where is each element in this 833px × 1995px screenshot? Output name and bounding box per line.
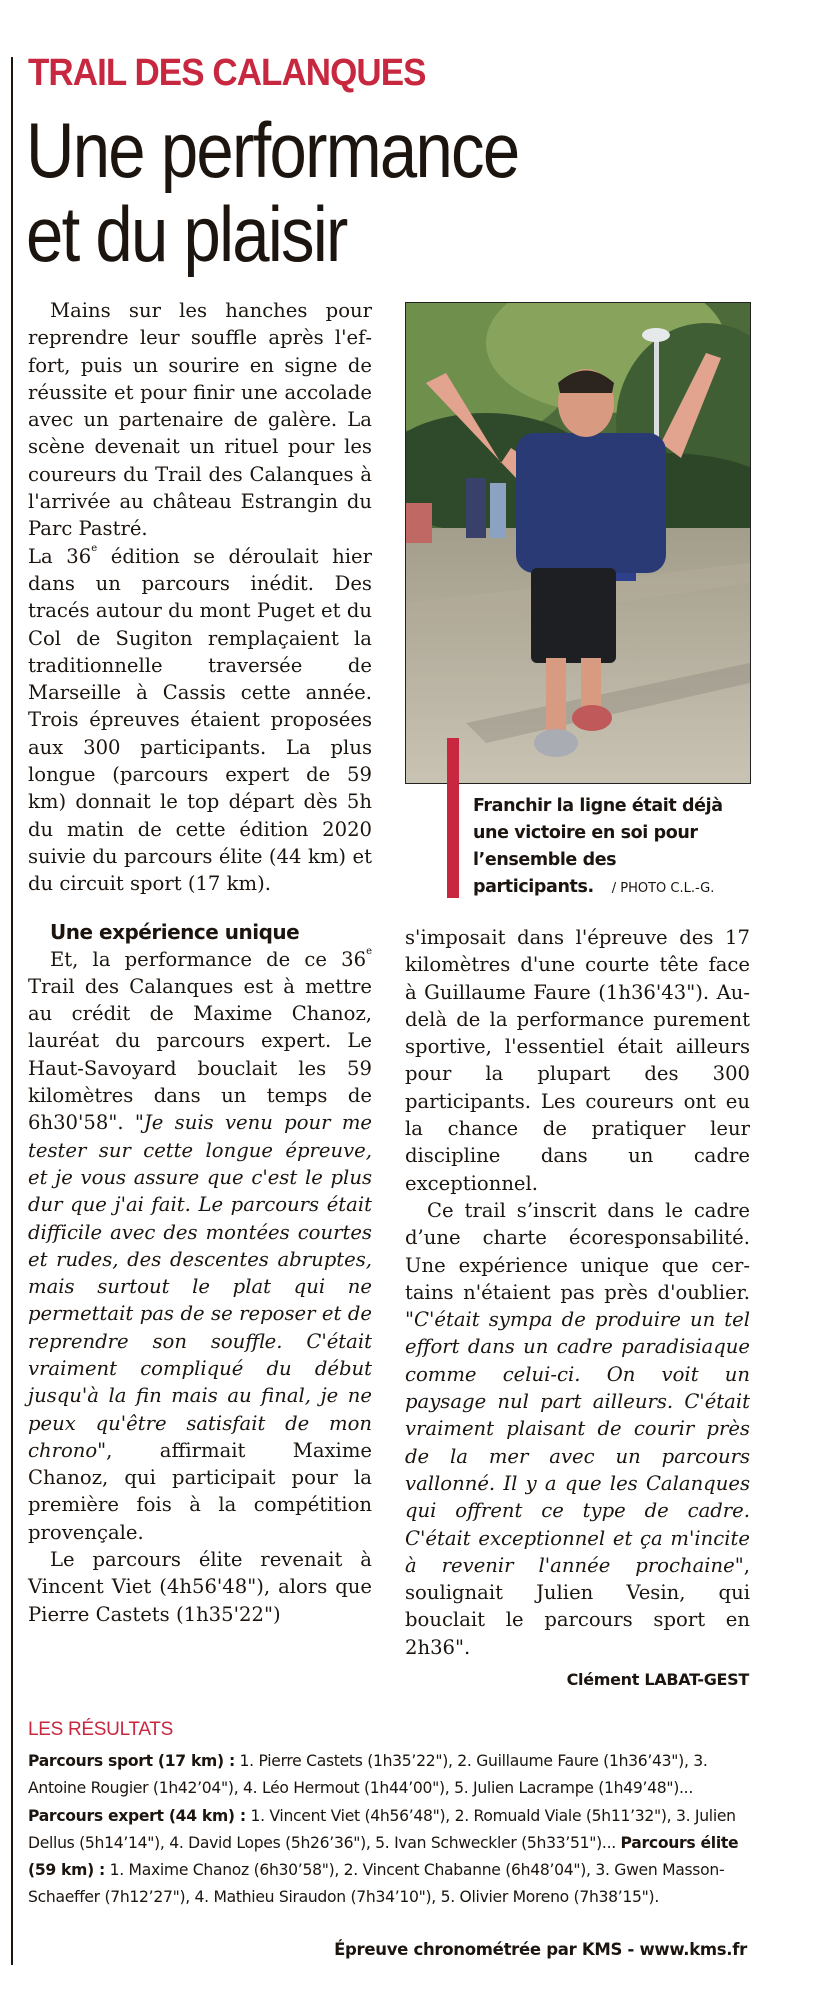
- p3-text-col1: Le parcours élite revenait à Vincent Viet (4h56'48"), alors que Pierre Castets (1h35'22"): [28, 1548, 372, 1626]
- p2-text-b: Trail des Calanques est à mettre au crédit de Maxime Chanoz, lauréat du parcours expert. Le Haut-Savoyard bouclait les 59 kilomètres dans un temps de 6h30'58". ": [28, 974, 372, 1135]
- article-column-2: [405, 924, 750, 1661]
- caption-text: Franchir la ligne était déjà une victoire en soi pour l’ensemble des participants.: [473, 796, 723, 897]
- subheading: Une expérience unique: [50, 919, 300, 944]
- quote-chanoz: Je suis venu pour me tester sur cette longue épreuve, et je vous assure que c'est le plus dur que j'ai fait. Le parcours était difficile avec des montées courtes et rudes, des descentes abruptes, mais surtout le plat qui ne permettait pas de se reposer et de reprendre son souffle. C'était vraiment compliqué du début jusqu'à la fin mais au final, je ne peux qu'être satisfait de mon chrono: [28, 1111, 372, 1462]
- article-column-1: [28, 297, 372, 1628]
- quote-vesin: C'était sympa de produire un tel effort dans un cadre paradisiaque comme celui-ci. On voit un paysage nul part ailleurs. C'était vraiment plaisant de courir près de la mer avec un parcours vallonné. Il y a que les Calanques qui offrent ce type de cadre. C'était exceptionnel et ça m'incite à revenir l'année prochaine: [405, 1308, 750, 1577]
- caption-accent-bar: [447, 738, 459, 898]
- p4-text-a: Ce trail s’inscrit dans le cadre d’une charte écoresponsabilité. Une expérience unique que certains n'étaient pas près d'oublier. ": [405, 1198, 750, 1332]
- p4-text-end: ", soulignait Julien Vesin, qui bouclait le parcours sport en 2h36".: [405, 1553, 750, 1659]
- intro-text-2a: La 36: [28, 544, 92, 568]
- results-category-expert-label: Parcours expert (44 km) :: [28, 1806, 246, 1825]
- p2-text-a: Et, la performance de ce 36: [50, 947, 367, 971]
- paragraph-chanoz: [28, 946, 372, 1547]
- photo-caption: [473, 793, 753, 902]
- results-category-elite-label: Parcours élite (59 km) :: [28, 1833, 739, 1880]
- photo-credit: / PHOTO C.L.-G.: [611, 881, 715, 896]
- column-rule: [11, 57, 13, 1965]
- intro-text-2b: édition se déroulait hier dans un parcours inédit. Des tracés autour du mont Puget et du Col de Sugiton remplaçaient la traditionnelle traversée de Marseille à Cassis cette année. Trois épreuves étaient proposées aux 300 participants. La plus longue (parcours expert de 59 km) donnait le top départ dès 5h du matin de cette édition 2020 suivie du parcours élite (44 km) et du circuit sport (17 km).: [28, 544, 372, 896]
- results-category-expert-text: 1. Vincent Viet (4h56’48"), 2. Romuald Viale (5h11’32"), 3. Julien Dellus (5h14’14"), 4. David Lopes (5h26’36"), 5. Ivan Schweckler (5h33’51")...: [28, 1806, 736, 1852]
- ordinal-superscript: e: [91, 542, 98, 554]
- results-category-sport-label: Parcours sport (17 km) :: [28, 1752, 235, 1770]
- runner-photo-illustration: [406, 303, 750, 783]
- p2-text-end: ", affirmait Maxime Chanoz, qui participait pour la première fois à la compétition provençale.: [28, 1438, 372, 1544]
- article-kicker: TRAIL DES CALANQUES: [28, 52, 426, 94]
- article-photo: [405, 302, 751, 784]
- paragraph-vesin: [405, 1197, 750, 1661]
- results-category-elite-text: 1. Maxime Chanoz (6h30’58"), 2. Vincent Chabanne (6h48’04"), 3. Gwen Masson-Schaeffer (7h12’27"), 4. Mathieu Siraudon (7h34’10"), 5. Olivier Moreno (7h38’15").: [28, 1861, 725, 1907]
- intro-text: Mains sur les hanches pour reprendre leur souffle après l'effort, puis un sourire en signe de réussite et pour finir une accolade avec un partenaire de galère. La scène devenait un rituel pour les coureurs du Trail des Calanques à l'arrivée au château Estrangin du Parc Pastré.: [28, 299, 372, 541]
- ordinal-superscript: e: [366, 945, 372, 957]
- intro-paragraph-continued: [28, 543, 372, 898]
- timing-credit: Épreuve chronométrée par KMS - www.kms.fr: [334, 1940, 747, 1959]
- p3-text-col2: s'imposait dans l'épreuve des 17 kilomètres d'une courte tête face à Guillaume Faure (1h36'43"). Au-delà de la performance purement sportive, l'essentiel était ailleurs pour la plupart des 300 participants. Les coureurs ont eu la chance de pratiquer leur discipline dans un cadre exceptionnel.: [405, 926, 750, 1195]
- headline-line-1: Une performance: [26, 106, 519, 194]
- results-title: LES RÉSULTATS: [28, 1719, 173, 1740]
- paragraph-elite: [28, 1546, 372, 1628]
- intro-paragraph: [28, 297, 372, 543]
- paragraph-elite-continued: [405, 924, 750, 1197]
- results-category-sport-text: 1. Pierre Castets (1h35’22"), 2. Guillaume Faure (1h36’43"), 3. Antoine Rougier (1h42’04"), 4. Léo Hermout (1h44’00"), 5. Julien Lacrampe (1h49’48")...: [28, 1752, 708, 1798]
- results-list: [28, 1748, 758, 1912]
- article-headline: [26, 108, 518, 276]
- author-byline: Clément LABAT-GEST: [566, 1670, 749, 1689]
- headline-line-2: et du plaisir: [26, 190, 347, 278]
